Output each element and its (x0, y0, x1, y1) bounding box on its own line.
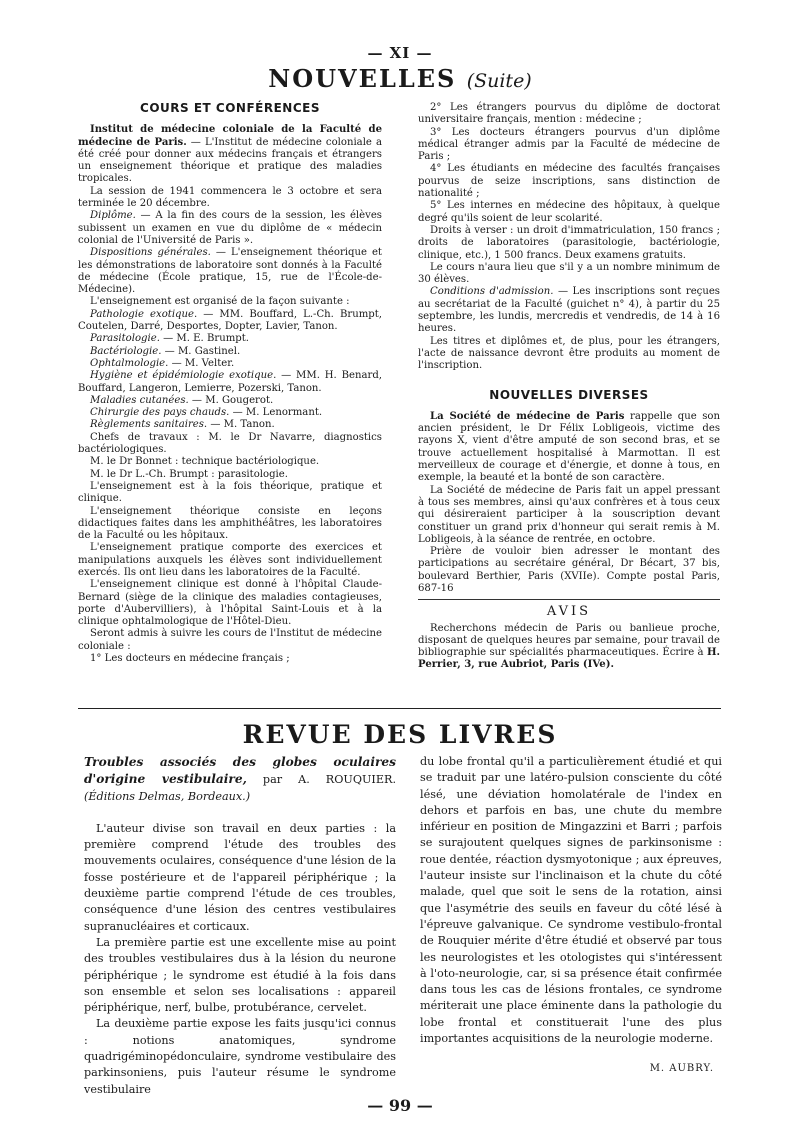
revue-column-left (84, 754, 396, 1098)
conditions-text: — Les inscriptions sont reçues au secrétariat de la Faculté (guichet n° 4), à partir du 25 septembre, les lundis, mercredis et vendredis, de 14 à 16 heures. (418, 286, 720, 335)
list-item-4: 4° Les étudiants en médecine des facultés françaises pourvus de seize inscriptions, sans distinction de nationalité ; (418, 163, 720, 200)
bacterio-text: — M. Gastinel. (161, 345, 241, 357)
paragraph-chefs: Chefs de travaux : M. le Dr Navarre, diagnostics bactériologiques. (78, 431, 382, 456)
page-number: — 99 — (367, 1096, 433, 1115)
entry-hygiene (78, 370, 382, 395)
paragraph-triple: L'enseignement est à la fois théorique, pratique et clinique. (78, 480, 382, 505)
paragraph-diplome (78, 210, 382, 247)
column-right (418, 102, 720, 672)
list-item-2: 2° Les étrangers pourvus du diplôme de doctorat universitaire français, mention : médecine ; (418, 102, 720, 126)
book-author: par A. ROUQUIER. (246, 773, 396, 787)
avis-text: Recherchons médecin de Paris ou banlieue proche, disposant de quelques heures par semaine, pour travail de bibliographie sur spécialités pharmaceutiques. Écrire à (418, 622, 720, 659)
dispositions-label: Dispositions générales. (90, 247, 211, 259)
maladies-text: — M. Gougerot. (188, 394, 274, 406)
list-item-3: 3° Les docteurs étrangers pourvus d'un diplôme médical étranger admis par la Faculté de médecine de Paris ; (418, 126, 720, 163)
entry-chirurgie (78, 407, 382, 419)
review-paragraph-4: du lobe frontal qu'il a particulièrement étudié et qui se traduit par une latéro-pulsion consciente du côté lésé, une déviation homolatérale de l'index en dehors et parfois en bas, une chute du membre inférieur en position de Mingazzini et Barri ; parfois se surajoutent quelques signes de parkinsonisme : roue dentée, réaction dysmyotonique ; aux épreuves, l'auteur insiste sur l'inclinaison et la chute du côté malade, quel que soit le sens de la rotation, ainsi que l'asymétrie des seuils en faveur du côté lésé à l'épreuve galvanique. Ce syndrome vestibulo-frontal de Rouquier mérite d'être étudié et observé par tous les neurologistes et les otologistes qui s'intéressent à l'oto-neurologie, car, si sa présence était confirmée dans tous les cas de lésions frontales, ce syndrome mériterait une place éminente dans la pathologie du lobe frontal et constituerait l'une des plus importantes acquisitions de la neurologie moderne. (420, 755, 722, 1046)
paragraph-pratique: L'enseignement pratique comporte des exercices et manipulations auxquels les élèves sont individuellement exercés. Ils ont lieu dans les laboratoires de la Faculté. (78, 542, 382, 578)
book-publisher: (Éditions Delmas, Bordeaux.) (84, 789, 251, 803)
institut-name: Institut de médecine coloniale de la Faculté de médecine de Paris. (78, 124, 382, 148)
conditions-label: Conditions d'admission. (430, 286, 554, 298)
pathologie-text: — MM. Bouffard, L.-Ch. Brumpt, Coutelen, Darré, Desportes, Dopter, Lavier, Tanon. (78, 308, 382, 333)
parasito-label: Parasitologie. (90, 333, 160, 345)
section-title-nouvelles (0, 64, 800, 93)
reglements-text: — M. Tanon. (207, 419, 275, 431)
ophtalmo-text: — M. Velter. (168, 357, 235, 369)
paragraph-appel: La Société de médecine de Paris fait un appel pressant à tous ses membres, ainsi qu'aux confrères et à tous ceux qui désireraient participer à la souscription devant constituer un grand prix d'honneur qui serait remis à M. Lobligeois, à la séance de rentrée, en octobre. (418, 484, 720, 545)
societe-name: La Société de médecine de Paris (430, 410, 625, 422)
societe-text: rappelle que son ancien président, le Dr Félix Lobligeois, victime des rayons X, vient d'être amputé de son second bras, et se trouve actuellement hospitalisé à Marmottan. Il est merveilleux de courage et d'énergie, et donne à tous, en exemple, la beauté et la bonté de son caractère. (418, 410, 720, 484)
paragraph-brumpt: M. le Dr L.-Ch. Brumpt : parasitologie. (90, 468, 288, 480)
reglements-label: Règlements sanitaires. (90, 419, 208, 431)
paragraph-avis (418, 623, 720, 672)
paragraph-seront: Seront admis à suivre les cours de l'Institut de médecine coloniale : (78, 628, 382, 652)
heading-revue-des-livres: REVUE DES LIVRES (242, 720, 558, 749)
paragraph-session: La session de 1941 commencera le 3 octobre et sera terminée le 20 décembre. (78, 185, 382, 210)
hygiene-label: Hygiène et épidémiologie exotique. (90, 370, 277, 382)
nouvelles-title-suite: (Suite) (466, 70, 532, 92)
paragraph-dispositions (78, 247, 382, 296)
paragraph-societe (418, 411, 720, 485)
page-roman-numeral: — XI — (367, 44, 433, 62)
diplome-label: Diplôme. (90, 210, 136, 222)
heading-diverses: NOUVELLES DIVERSES (489, 387, 649, 402)
dispositions-text: — L'enseignement théorique et les démonstrations de laboratoire sont donnés à la Faculté de médecine (École pratique, 15, rue de l'École-de-Médecine). (78, 247, 382, 296)
list-item-1: 1° Les docteurs en médecine français ; (90, 653, 290, 665)
paragraph-bonnet: M. le Dr Bonnet : technique bactériologique. (90, 456, 320, 468)
entry-parasitologie (78, 333, 382, 345)
paragraph-minimum: Le cours n'aura lieu que s'il y a un nombre minimum de 30 élèves. (418, 261, 720, 286)
column-left (78, 102, 382, 665)
paragraph-droits: Droits à verser : un droit d'immatriculation, 150 francs ; droits de laboratoires (parasitologie, bactériologie, clinique, etc.), 1 500 francs. Deux examens gratuits. (418, 224, 720, 261)
paragraph-conditions (418, 286, 720, 335)
entry-pathologie (78, 309, 382, 334)
hygiene-text: — MM. H. Benard, Bouffard, Langeron, Lemierre, Pozerski, Tanon. (78, 370, 382, 394)
review-paragraph-3: La deuxième partie expose les faits jusqu'ici connus : notions anatomiques, syndrome quadrigéminopédonculaire, syndrome vestibulaire des parkinsoniens, puis l'auteur résume le syndrome vestibulaire (84, 1017, 396, 1096)
ophtalmo-label: Ophtalmologie. (90, 357, 169, 369)
entry-reglements (78, 419, 382, 431)
paragraph-theorique: L'enseignement théorique consiste en leçons didactiques faites dans les amphithéâtres, les laboratoires de la Faculté ou les hôpitaux. (78, 505, 382, 542)
review-signature: M. AUBRY. (649, 1063, 714, 1075)
pathologie-label: Pathologie exotique. (90, 308, 198, 320)
review-paragraph-2: La première partie est une excellente mise au point des troubles vestibulaires dus à la lésion du neurone périphérique ; le syndrome est étudié à la fois dans son ensemble et selon ses localisations : appareil périphérique, nerf, bulbe, protubérance, cervelet. (84, 935, 396, 1015)
chirurgie-text: — M. Lenormant. (229, 407, 323, 419)
bacterio-label: Bactériologie. (90, 345, 162, 357)
paragraph-clinique: L'enseignement clinique est donné à l'hôpital Claude-Bernard (siège de la clinique des maladies contagieuses, porte d'Aubervilliers), à l'hôpital Saint-Louis et à la clinique ophtalmologique de l'Hôtel-Dieu. (78, 579, 382, 628)
revue-column-right (420, 754, 722, 1078)
diplome-text: — A la fin des cours de la session, les élèves subissent un examen en vue du diplôme de « médecin colonial de l'Université de Paris ». (78, 210, 382, 246)
paragraph-titres: Les titres et diplômes et, de plus, pour les étrangers, l'acte de naissance devront être produits au moment de l'inscription. (418, 335, 720, 372)
list-item-5: 5° Les internes en médecine des hôpitaux, à quelque degré qu'ils soient de leur scolarité. (418, 200, 720, 224)
heading-cours: COURS ET CONFÉRENCES (140, 101, 320, 115)
nouvelles-title-text: NOUVELLES (268, 64, 457, 93)
paragraph-institut (78, 124, 382, 185)
parasito-text: — M. E. Brumpt. (159, 333, 250, 345)
avis-divider (418, 599, 720, 600)
paragraph-organise: L'enseignement est organisé de la façon suivante : (90, 296, 350, 308)
heading-avis: AVIS (546, 604, 592, 620)
entry-bacteriologie (78, 346, 382, 358)
review-paragraph-1: L'auteur divise son travail en deux parties : la première comprend l'étude des troubles des mouvements oculaires, conséquence d'une lésion de la fosse postérieure et de l'appareil périphérique ; la deuxième partie comprend l'étude de ces troubles, conséquence d'une lésion des centres vestibulaires supranucléaires et corticaux. (84, 821, 396, 933)
entry-maladies (78, 395, 382, 407)
institut-text: — L'Institut de médecine coloniale a été créé pour donner aux médecins français et étrangers un enseignement théorique et pratique des maladies tropicales. (78, 136, 382, 185)
chirurgie-label: Chirurgie des pays chauds. (90, 407, 230, 419)
entry-ophtalmologie (78, 358, 382, 370)
book-title: Troubles associés des globes oculaires d'origine vestibulaire, (84, 755, 396, 787)
paragraph-priere: Prière de vouloir bien adresser le montant des participations au secrétaire général, Dr Bécart, 37 bis, boulevard Berthier, Paris (XVIIe). Compte postal Paris, 687-16 (418, 546, 720, 594)
book-reference (84, 754, 396, 805)
maladies-label: Maladies cutanées. (90, 394, 189, 406)
avis-contact: H. Perrier, 3, rue Aubriot, Paris (IVe). (418, 647, 720, 671)
section-divider (78, 708, 721, 709)
